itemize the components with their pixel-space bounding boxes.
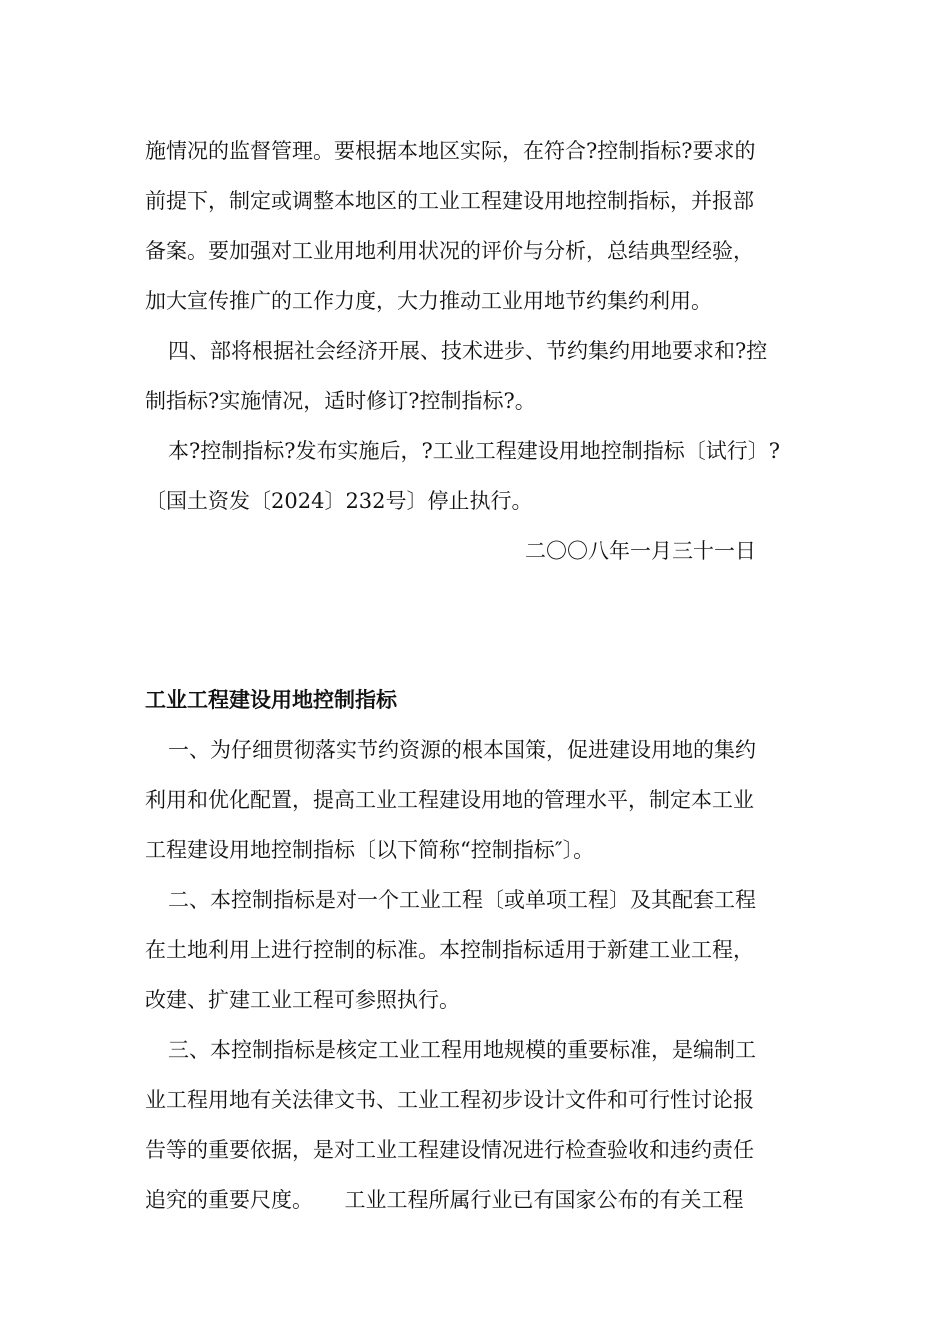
- paragraph-line: 四、部将根据社会经济开展、技术进步、节约集约用地要求和?控: [168, 339, 768, 363]
- paragraph-line: 施情况的监督管理。要根据本地区实际，在符合?控制指标?要求的: [145, 139, 756, 163]
- paragraph-line: 本?控制指标?发布实施后，?工业工程建设用地控制指标〔试行〕?: [168, 439, 781, 463]
- paragraph-line: 二、本控制指标是对一个工业工程〔或单项工程〕及其配套工程: [168, 888, 756, 912]
- signature-date: 二〇〇八年一月三十一日: [525, 539, 756, 563]
- paragraph-line: 告等的重要依据，是对工业工程建设情况进行检查验收和违约责任: [145, 1138, 754, 1162]
- paragraph-line: 在土地利用上进行控制的标准。本控制指标适用于新建工业工程，: [145, 938, 754, 962]
- paragraph-line: 追究的重要尺度。 工业工程所属行业已有国家公布的有关工程: [145, 1188, 744, 1212]
- section-title: 工业工程建设用地控制指标: [145, 687, 397, 712]
- paragraph-line: 制指标?实施情况，适时修订?控制指标?。: [145, 389, 536, 413]
- paragraph-line: 三、本控制指标是核定工业工程用地规模的重要标准，是编制工: [168, 1038, 756, 1062]
- paragraph-line: 〔国土资发〔2024〕232号〕停止执行。: [145, 489, 533, 513]
- paragraph-line: 备案。要加强对工业用地利用状况的评价与分析，总结典型经验，: [145, 239, 754, 263]
- paragraph-line: 一、为仔细贯彻落实节约资源的根本国策，促进建设用地的集约: [168, 738, 756, 762]
- paragraph-line: 前提下，制定或调整本地区的工业工程建设用地控制指标，并报部: [145, 189, 754, 213]
- paragraph-line: 利用和优化配置，提高工业工程建设用地的管理水平，制定本工业: [145, 788, 754, 812]
- paragraph-line: 改建、扩建工业工程可参照执行。: [145, 988, 460, 1012]
- paragraph-line: 工程建设用地控制指标〔以下简称“控制指标″〕。: [145, 838, 595, 862]
- paragraph-line: 业工程用地有关法律文书、工业工程初步设计文件和可行性讨论报: [145, 1088, 754, 1112]
- paragraph-line: 加大宣传推广的工作力度，大力推动工业用地节约集约利用。: [145, 289, 712, 313]
